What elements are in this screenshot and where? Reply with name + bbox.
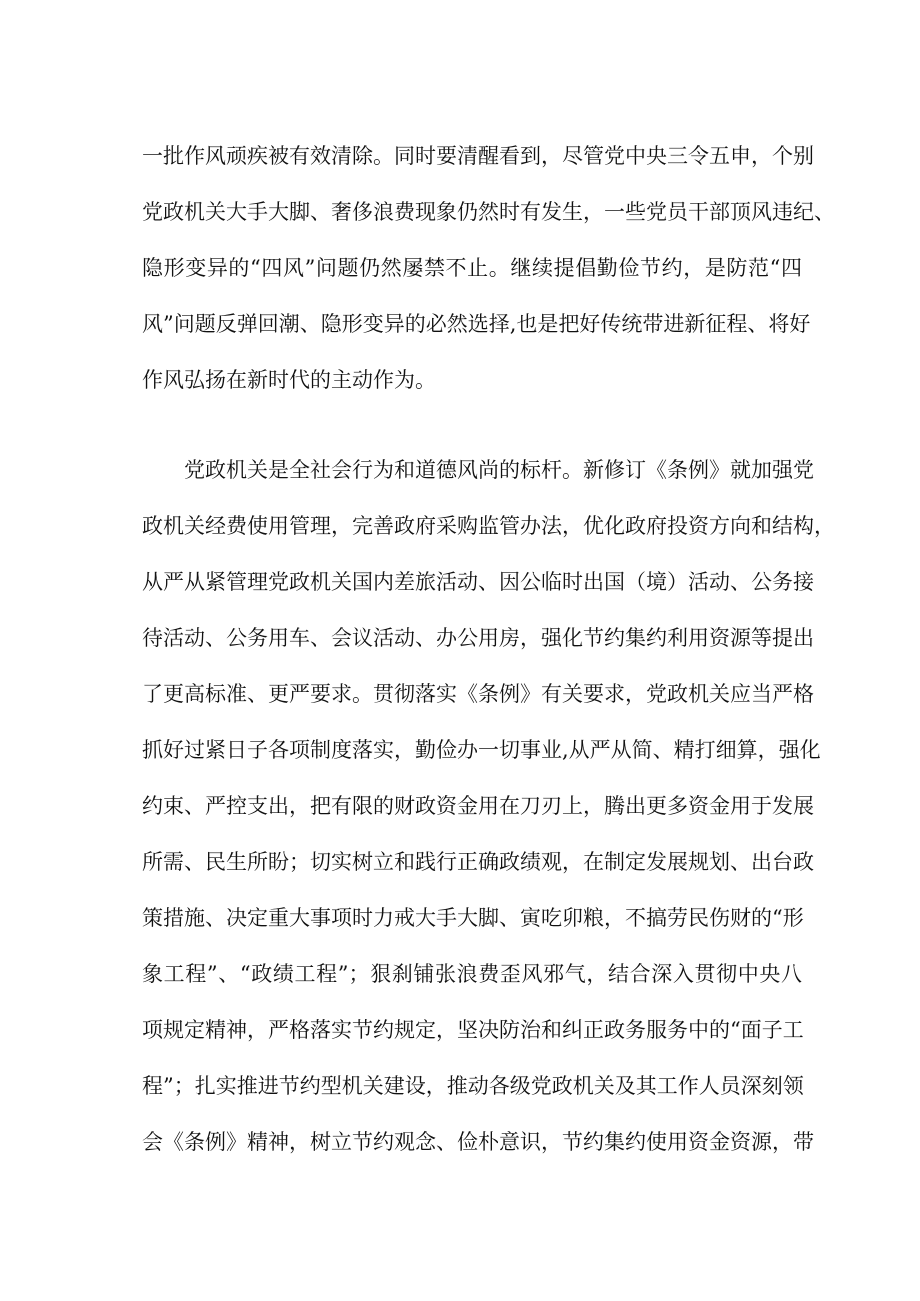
paragraph-1-line-3: 隐形变异的“四风”问题仍然屡禁不止。继续提倡勤俭节约，是防范“四 bbox=[142, 256, 802, 280]
paragraph-2-line-5: 了更高标准、更严要求。贯彻落实《条例》有关要求，党政机关应当严格 bbox=[142, 682, 814, 706]
paragraph-2-line-13: 会《条例》精神，树立节约观念、俭朴意识，节约集约使用资金资源，带 bbox=[142, 1130, 814, 1154]
paragraph-2-line-6: 抓好过紧日子各项制度落实，勤俭办一切事业,从严从简、精打细算，强化 bbox=[142, 738, 821, 762]
paragraph-2-line-12: 程”；扎实推进节约型机关建设，推动各级党政机关及其工作人员深刻领 bbox=[142, 1074, 804, 1098]
paragraph-2-line-7: 约束、严控支出，把有限的财政资金用在刀刃上，腾出更多资金用于发展 bbox=[142, 794, 814, 818]
paragraph-2-line-2: 政机关经费使用管理，完善政府采购监管办法，优化政府投资方向和结构， bbox=[142, 514, 835, 538]
paragraph-2-line-4: 待活动、公务用车、会议活动、办公用房，强化节约集约利用资源等提出 bbox=[142, 626, 814, 650]
paragraph-2-line-10: 象工程”、“政绩工程”；狠刹铺张浪费歪风邪气，结合深入贯彻中央八 bbox=[142, 962, 802, 986]
paragraph-1-line-4: 风”问题反弹回潮、隐形变异的必然选择,也是把好传统带进新征程、将好 bbox=[142, 312, 811, 336]
paragraph-2-line-3: 从严从紧管理党政机关国内差旅活动、因公临时出国（境）活动、公务接 bbox=[142, 570, 814, 594]
paragraph-2-line-11: 项规定精神，严格落实节约规定，坚决防治和纠正政务服务中的“面子工 bbox=[142, 1018, 804, 1042]
paragraph-2-line-8: 所需、民生所盼；切实树立和践行正确政绩观，在制定发展规划、出台政 bbox=[142, 850, 814, 874]
paragraph-2-line-9: 策措施、决定重大事项时力戒大手大脚、寅吃卯粮，不搞劳民伤财的“形 bbox=[142, 906, 804, 930]
paragraph-1-line-2: 党政机关大手大脚、奢侈浪费现象仍然时有发生，一些党员干部顶风违纪、 bbox=[142, 200, 835, 224]
paragraph-1-line-1: 一批作风顽疾被有效清除。同时要清醒看到，尽管党中央三令五申，个别 bbox=[142, 144, 814, 168]
paragraph-2-line-1: 党政机关是全社会行为和道德风尚的标杆。新修订《条例》就加强党 bbox=[184, 458, 814, 482]
paragraph-1-line-5: 作风弘扬在新时代的主动作为。 bbox=[142, 368, 436, 392]
